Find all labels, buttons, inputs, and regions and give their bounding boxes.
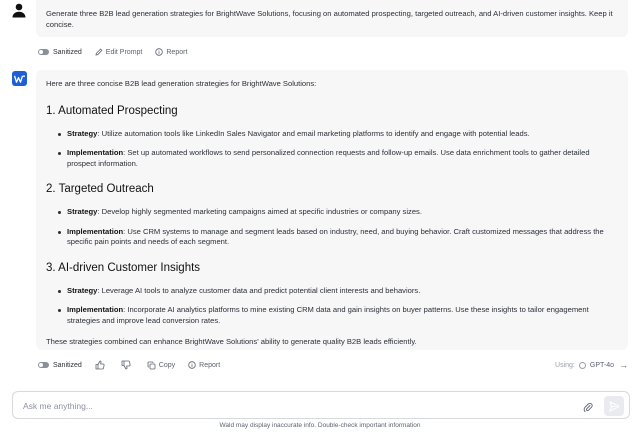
user-avatar-icon — [11, 2, 27, 18]
list-item — [46, 305, 618, 326]
report-label: Report — [199, 361, 221, 369]
edit-prompt-label: Edit Prompt — [105, 48, 143, 56]
assistant-logo-icon — [12, 71, 27, 86]
sanitized-label: Sanitized — [53, 361, 82, 369]
toggle-switch[interactable] — [38, 49, 49, 55]
item-text: : Incorporate AI analytics platforms to mine existing CRM data and gain insights on buyer patterns. Use these insights to tailor engagement strategies and improve lead conversion rates. — [67, 305, 589, 325]
paperclip-icon[interactable] — [583, 400, 593, 418]
item-text: : Leverage AI tools to analyze customer data and predict potential client interests and behaviors. — [97, 285, 421, 295]
toggle-switch[interactable] — [38, 362, 49, 368]
send-icon — [609, 401, 620, 412]
section-heading: 1. Automated Prospecting — [46, 104, 178, 117]
thumbs-up-icon — [95, 360, 105, 370]
response-outro: These strategies combined can enhance BrightWave Solutions' ability to generate quality B2B leads efficiently. — [46, 337, 417, 346]
item-text: : Use CRM systems to manage and segment leads based on industry, need, and buying behavior. Craft customized messages that address the specific pain points and needs of each segment. — [67, 226, 604, 246]
section-list — [46, 207, 618, 248]
section-list — [46, 286, 618, 327]
thumbs-down-icon — [121, 360, 131, 370]
section-heading: 3. AI-driven Customer Insights — [46, 261, 201, 274]
prompt-sanitized-toggle[interactable] — [38, 49, 82, 56]
item-label: Strategy — [67, 207, 98, 216]
arrow-right-icon[interactable]: → — [619, 360, 628, 370]
globe-icon — [579, 362, 586, 369]
item-text: : Utilize automation tools like LinkedIn Sales Navigator and email marketing platforms to identify and engage with potential leads. — [97, 128, 530, 138]
info-icon — [188, 361, 196, 369]
model-name: GPT-4o — [589, 361, 614, 369]
list-item — [46, 227, 618, 248]
prompt-report-button[interactable] — [155, 48, 187, 56]
sanitized-label: Sanitized — [53, 48, 82, 56]
user-prompt-text: Generate three B2B lead generation strategies for BrightWave Solutions, focusing on automated prospecting, targeted outreach, and AI-driven customer insights. Keep it concise. — [46, 9, 613, 29]
copy-icon — [147, 361, 156, 370]
item-label: Strategy — [67, 128, 98, 138]
disclaimer-text: Wald may display inaccurate info. Double-check important information — [219, 422, 421, 429]
send-button[interactable] — [604, 396, 624, 416]
report-label: Report — [166, 48, 188, 56]
user-prompt-message — [36, 0, 628, 37]
item-label: Implementation — [67, 226, 124, 236]
section-list — [46, 129, 618, 170]
message-composer — [12, 391, 630, 419]
info-icon — [155, 48, 163, 56]
section-heading: 2. Targeted Outreach — [46, 183, 154, 195]
response-report-button[interactable] — [188, 361, 220, 369]
thumbs-down-button[interactable] — [121, 360, 134, 370]
list-item — [46, 129, 618, 140]
model-indicator[interactable] — [555, 360, 628, 370]
item-label: Strategy — [67, 285, 98, 295]
copy-button[interactable] — [147, 361, 175, 370]
list-item — [46, 286, 618, 297]
response-sanitized-toggle[interactable] — [38, 362, 82, 369]
prompt-actions — [38, 48, 200, 56]
list-item — [46, 148, 618, 169]
item-text: : Set up automated workflows to send personalized connection requests and follow-up emails. Use data enrichment tools to gather detailed prospect information. — [67, 148, 590, 168]
item-label: Implementation — [67, 148, 124, 157]
response-actions — [38, 360, 233, 370]
assistant-response — [36, 70, 628, 350]
chat-input[interactable] — [23, 398, 563, 414]
item-label: Implementation — [67, 305, 124, 314]
copy-label: Copy — [158, 361, 176, 369]
thumbs-up-button[interactable] — [95, 360, 108, 370]
list-item — [46, 207, 618, 218]
using-label: Using: — [555, 361, 575, 369]
edit-icon — [95, 48, 103, 56]
edit-prompt-button[interactable] — [95, 48, 143, 56]
response-intro: Here are three concise B2B lead generation strategies for BrightWave Solutions: — [46, 79, 317, 88]
item-text: : Develop highly segmented marketing campaigns aimed at specific industries or company sizes. — [97, 207, 422, 216]
